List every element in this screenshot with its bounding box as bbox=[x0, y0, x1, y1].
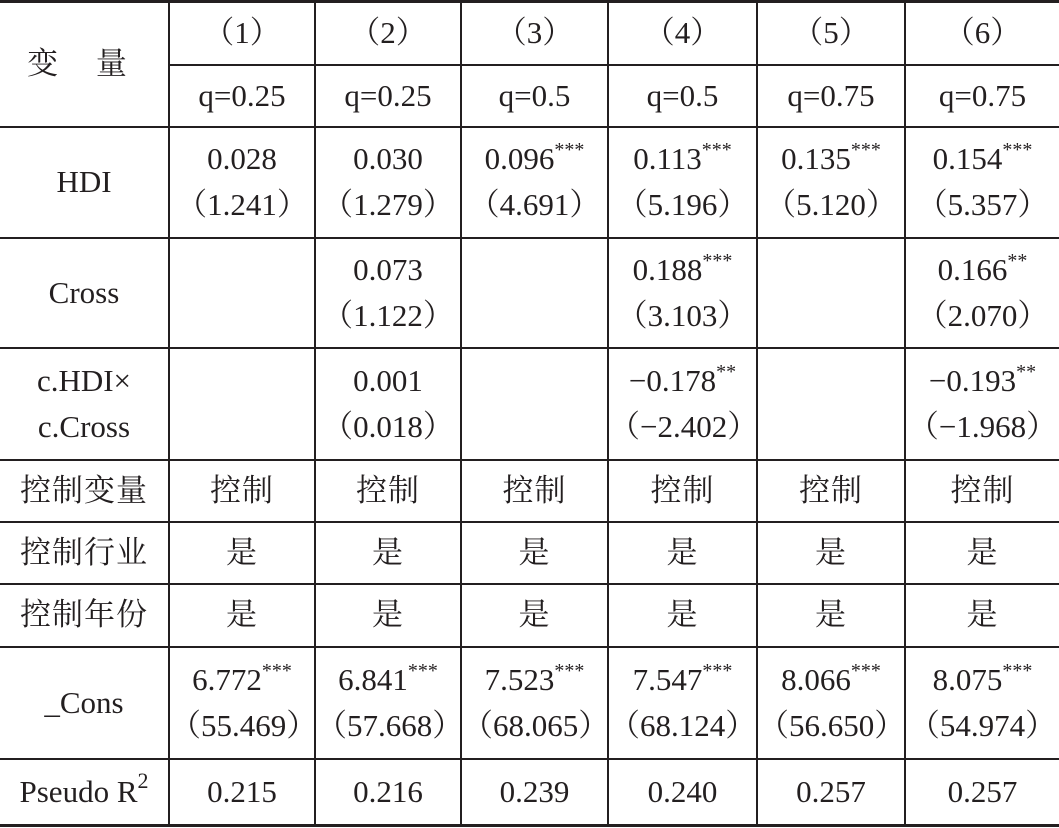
t-statistic: （3.103） bbox=[616, 297, 749, 333]
coef-cell bbox=[315, 238, 461, 348]
t-statistic: （2.070） bbox=[916, 297, 1049, 333]
t-statistic: （0.018） bbox=[322, 408, 454, 444]
significance-stars: *** bbox=[702, 659, 733, 682]
model-number: （6） bbox=[905, 2, 1059, 65]
coefficient: 0.073 bbox=[353, 251, 423, 287]
t-statistic: （57.668） bbox=[316, 707, 464, 743]
model-number: （3） bbox=[461, 2, 608, 65]
coefficient: 0.135*** bbox=[781, 139, 881, 176]
value-cell: 是 bbox=[461, 522, 608, 584]
row-label: 控制行业 bbox=[0, 522, 169, 584]
significance-stars: *** bbox=[407, 659, 438, 682]
value-cell: 是 bbox=[608, 584, 757, 647]
table-row-interaction bbox=[0, 348, 1059, 460]
empty-cell bbox=[757, 348, 905, 460]
coef-cell bbox=[905, 127, 1059, 238]
quantile: q=0.75 bbox=[757, 65, 905, 127]
value-cell: 是 bbox=[905, 584, 1059, 647]
value-cell: 控制 bbox=[169, 460, 315, 522]
value-cell: 0.257 bbox=[905, 759, 1059, 826]
value-cell: 控制 bbox=[757, 460, 905, 522]
quantile: q=0.25 bbox=[169, 65, 315, 127]
value-cell: 控制 bbox=[905, 460, 1059, 522]
value-cell: 0.240 bbox=[608, 759, 757, 826]
row-label-line: c.Cross bbox=[37, 408, 131, 444]
table-row-controls bbox=[0, 460, 1059, 522]
table-row-hdi bbox=[0, 127, 1059, 238]
coefficient: 6.841*** bbox=[338, 659, 438, 697]
coefficient: 0.166** bbox=[937, 249, 1028, 287]
coef-cell bbox=[905, 348, 1059, 460]
value-cell: 是 bbox=[461, 584, 608, 647]
table-row-cross bbox=[0, 238, 1059, 348]
t-statistic: （5.357） bbox=[916, 187, 1049, 222]
significance-stars: *** bbox=[261, 659, 292, 682]
coefficient: 0.001 bbox=[353, 362, 423, 398]
row-label: _Cons bbox=[0, 647, 169, 759]
coef-cell bbox=[608, 127, 757, 238]
empty-cell bbox=[461, 348, 608, 460]
coef-cell bbox=[461, 647, 608, 759]
quantile: q=0.25 bbox=[315, 65, 461, 127]
coef-cell bbox=[905, 238, 1059, 348]
significance-stars: *** bbox=[554, 659, 585, 682]
value-cell: 控制 bbox=[608, 460, 757, 522]
coef-cell bbox=[905, 647, 1059, 759]
coefficient: 0.028 bbox=[207, 141, 277, 176]
coefficient: −0.193** bbox=[928, 360, 1037, 398]
significance-stars: *** bbox=[554, 139, 585, 161]
coefficient: 8.066*** bbox=[781, 659, 881, 697]
row-label bbox=[0, 348, 169, 460]
coefficient: 6.772*** bbox=[192, 659, 292, 697]
empty-cell bbox=[169, 348, 315, 460]
model-number: （1） bbox=[169, 2, 315, 65]
coef-cell bbox=[315, 647, 464, 759]
value-cell: 是 bbox=[757, 522, 905, 584]
coef-cell bbox=[608, 238, 757, 348]
empty-cell bbox=[461, 238, 608, 348]
model-number: （5） bbox=[757, 2, 905, 65]
coef-cell bbox=[608, 348, 757, 460]
value-cell: 是 bbox=[169, 584, 315, 647]
value-cell: 0.257 bbox=[757, 759, 905, 826]
coefficient: 0.188*** bbox=[632, 249, 733, 287]
t-statistic: （5.120） bbox=[765, 187, 897, 222]
value-cell: 是 bbox=[757, 584, 905, 647]
empty-cell bbox=[757, 238, 905, 348]
row-label: 控制变量 bbox=[0, 460, 169, 522]
value-cell: 是 bbox=[608, 522, 757, 584]
value-cell: 是 bbox=[905, 522, 1059, 584]
coef-cell bbox=[608, 647, 757, 759]
value-cell: 是 bbox=[315, 522, 461, 584]
table-row-cons bbox=[0, 647, 1059, 759]
t-statistic: （4.691） bbox=[468, 187, 601, 222]
coefficient: 0.113*** bbox=[633, 139, 732, 176]
model-number: （2） bbox=[315, 2, 461, 65]
coefficient: 0.154*** bbox=[932, 139, 1033, 176]
value-cell: 控制 bbox=[461, 460, 608, 522]
coefficient: −0.178** bbox=[628, 360, 737, 398]
coefficient: 0.030 bbox=[353, 141, 423, 176]
coef-cell bbox=[315, 348, 461, 460]
significance-stars: ** bbox=[716, 360, 737, 383]
t-statistic: （5.196） bbox=[616, 187, 749, 222]
row-label: Cross bbox=[0, 238, 169, 348]
table-row-year bbox=[0, 584, 1059, 647]
table-row-industry bbox=[0, 522, 1059, 584]
value-cell: 0.239 bbox=[461, 759, 608, 826]
significance-stars: ** bbox=[1016, 360, 1037, 383]
significance-stars: *** bbox=[702, 249, 733, 272]
table-row-pseudo-r2 bbox=[0, 759, 1059, 826]
value-cell: 0.216 bbox=[315, 759, 461, 826]
t-statistic: （56.650） bbox=[758, 707, 906, 743]
quantile: q=0.75 bbox=[905, 65, 1059, 127]
value-cell: 是 bbox=[315, 584, 461, 647]
t-statistic: （54.974） bbox=[908, 707, 1057, 743]
empty-cell bbox=[169, 238, 315, 348]
row-label: 控制年份 bbox=[0, 584, 169, 647]
row-label: HDI bbox=[0, 127, 169, 238]
t-statistic: （68.124） bbox=[609, 707, 757, 743]
t-statistic: （1.241） bbox=[176, 187, 308, 222]
row-label-line: c.HDI× bbox=[36, 362, 132, 398]
t-statistic: （1.279） bbox=[322, 187, 454, 222]
row-label: Pseudo $R^2$ bbox=[0, 759, 169, 826]
significance-stars: *** bbox=[1002, 659, 1033, 682]
value-cell: 控制 bbox=[315, 460, 461, 522]
coef-cell bbox=[169, 647, 318, 759]
coefficient: 8.075*** bbox=[932, 659, 1033, 697]
coefficient: 0.096*** bbox=[484, 139, 585, 176]
t-statistic: （−2.402） bbox=[609, 408, 759, 444]
model-number: （4） bbox=[608, 2, 757, 65]
significance-stars: ** bbox=[1007, 249, 1028, 272]
value-cell: 是 bbox=[169, 522, 315, 584]
coef-cell bbox=[315, 127, 461, 238]
t-statistic: （68.065） bbox=[462, 707, 610, 743]
significance-stars: *** bbox=[850, 139, 881, 161]
header-row-models bbox=[0, 2, 1059, 65]
significance-stars: *** bbox=[850, 659, 881, 682]
coefficient: 7.523*** bbox=[484, 659, 585, 697]
significance-stars: *** bbox=[1002, 139, 1033, 161]
value-cell: 0.215 bbox=[169, 759, 315, 826]
t-statistic: （−1.968） bbox=[907, 408, 1058, 444]
coef-cell bbox=[461, 127, 608, 238]
coefficient: 7.547*** bbox=[632, 659, 733, 697]
t-statistic: （55.469） bbox=[170, 707, 318, 743]
t-statistic: （1.122） bbox=[322, 297, 454, 333]
coef-cell bbox=[169, 127, 315, 238]
significance-stars: *** bbox=[701, 139, 732, 161]
quantile: q=0.5 bbox=[608, 65, 757, 127]
variable-header: 变 量 bbox=[0, 2, 169, 127]
quantile: q=0.5 bbox=[461, 65, 608, 127]
coef-cell bbox=[757, 647, 905, 759]
coef-cell bbox=[757, 127, 905, 238]
